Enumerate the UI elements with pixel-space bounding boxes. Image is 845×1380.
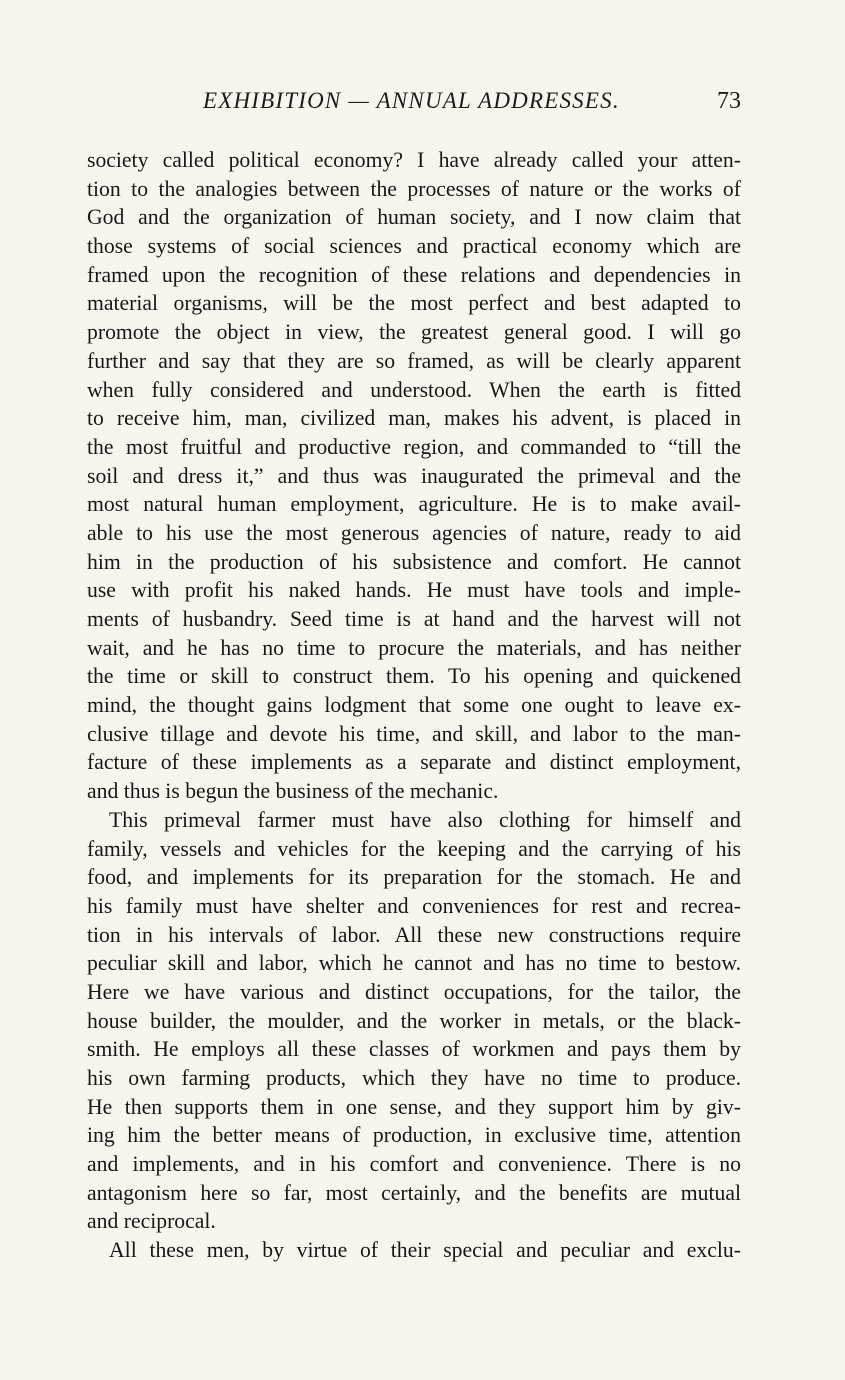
text-line: material organisms, will be the most perfect and best adapted to bbox=[87, 291, 741, 316]
text-line: most natural human employment, agriculture. He is to make avail- bbox=[87, 492, 741, 517]
text-line: the most fruitful and productive region, and commanded to “till the bbox=[87, 434, 741, 459]
text-line: further and say that they are so framed, as will be clearly apparent bbox=[87, 348, 741, 373]
text-line: ments of husbandry. Seed time is at hand and the harvest will not bbox=[87, 607, 741, 631]
text-line: family, vessels and vehicles for the keeping and the carrying of his bbox=[87, 836, 741, 861]
text-line: his family must have shelter and conveniences for rest and recrea- bbox=[87, 893, 741, 918]
text-line: and reciprocal. bbox=[87, 1209, 216, 1234]
running-title: EXHIBITION — ANNUAL ADDRESSES. bbox=[203, 88, 620, 113]
text-line: promote the object in view, the greatest general good. I will go bbox=[87, 320, 741, 345]
paragraph-2 bbox=[87, 806, 741, 1236]
body-text bbox=[87, 146, 741, 1265]
text-line: antagonism here so far, most certainly, and the benefits are mutual bbox=[87, 1180, 741, 1205]
text-line: Here we have various and distinct occupations, for the tailor, the bbox=[87, 979, 741, 1004]
paragraph-3 bbox=[87, 1236, 741, 1265]
text-line: God and the organization of human society, and I now claim that bbox=[87, 205, 741, 230]
text-line: to receive him, man, civilized man, makes his advent, is placed in bbox=[87, 406, 741, 431]
text-line: framed upon the recognition of these relations and dependencies in bbox=[87, 262, 741, 287]
text-line: and thus is begun the business of the mechanic. bbox=[87, 779, 499, 804]
text-line: He then supports them in one sense, and they support him by giv- bbox=[87, 1094, 741, 1119]
text-line: food, and implements for its preparation for the stomach. He and bbox=[87, 865, 741, 890]
running-header bbox=[87, 88, 741, 122]
text-line: and implements, and in his comfort and convenience. There is no bbox=[87, 1152, 741, 1177]
text-line: able to his use the most generous agencies of nature, ready to aid bbox=[87, 520, 741, 545]
text-line: society called political economy? I have already called your atten- bbox=[87, 148, 741, 172]
text-line: peculiar skill and labor, which he cannot and has no time to bestow. bbox=[87, 951, 741, 976]
text-line: ing him the better means of production, in exclusive time, attention bbox=[87, 1123, 741, 1148]
text-line: soil and dress it,” and thus was inaugurated the primeval and the bbox=[87, 463, 741, 488]
text-line: the time or skill to construct them. To his opening and quickened bbox=[87, 664, 741, 689]
text-line: tion to the analogies between the processes of nature or the works of bbox=[87, 176, 741, 201]
text-line: those systems of social sciences and practical economy which are bbox=[87, 234, 741, 259]
text-line: use with profit his naked hands. He must have tools and imple- bbox=[87, 578, 741, 603]
text-line: when fully considered and understood. When the earth is fitted bbox=[87, 377, 741, 402]
text-line: him in the production of his subsistence and comfort. He cannot bbox=[87, 549, 741, 574]
text-line: house builder, the moulder, and the worker in metals, or the black- bbox=[87, 1008, 741, 1033]
page-number: 73 bbox=[717, 88, 741, 114]
text-line: facture of these implements as a separate and distinct employment, bbox=[87, 750, 741, 775]
paragraph-1 bbox=[87, 146, 741, 806]
text-line: mind, the thought gains lodgment that some one ought to leave ex- bbox=[87, 693, 741, 718]
text-line: smith. He employs all these classes of workmen and pays them by bbox=[87, 1037, 741, 1062]
text-line: clusive tillage and devote his time, and skill, and labor to the man- bbox=[87, 721, 741, 746]
text-line: tion in his intervals of labor. All these new constructions require bbox=[87, 922, 741, 947]
text-line: This primeval farmer must have also clothing for himself and bbox=[109, 807, 741, 832]
text-line: All these men, by virtue of their special and peculiar and exclu- bbox=[109, 1238, 741, 1263]
text-line: wait, and he has no time to procure the materials, and has neither bbox=[87, 635, 741, 660]
text-line: his own farming products, which they have no time to produce. bbox=[87, 1066, 741, 1090]
